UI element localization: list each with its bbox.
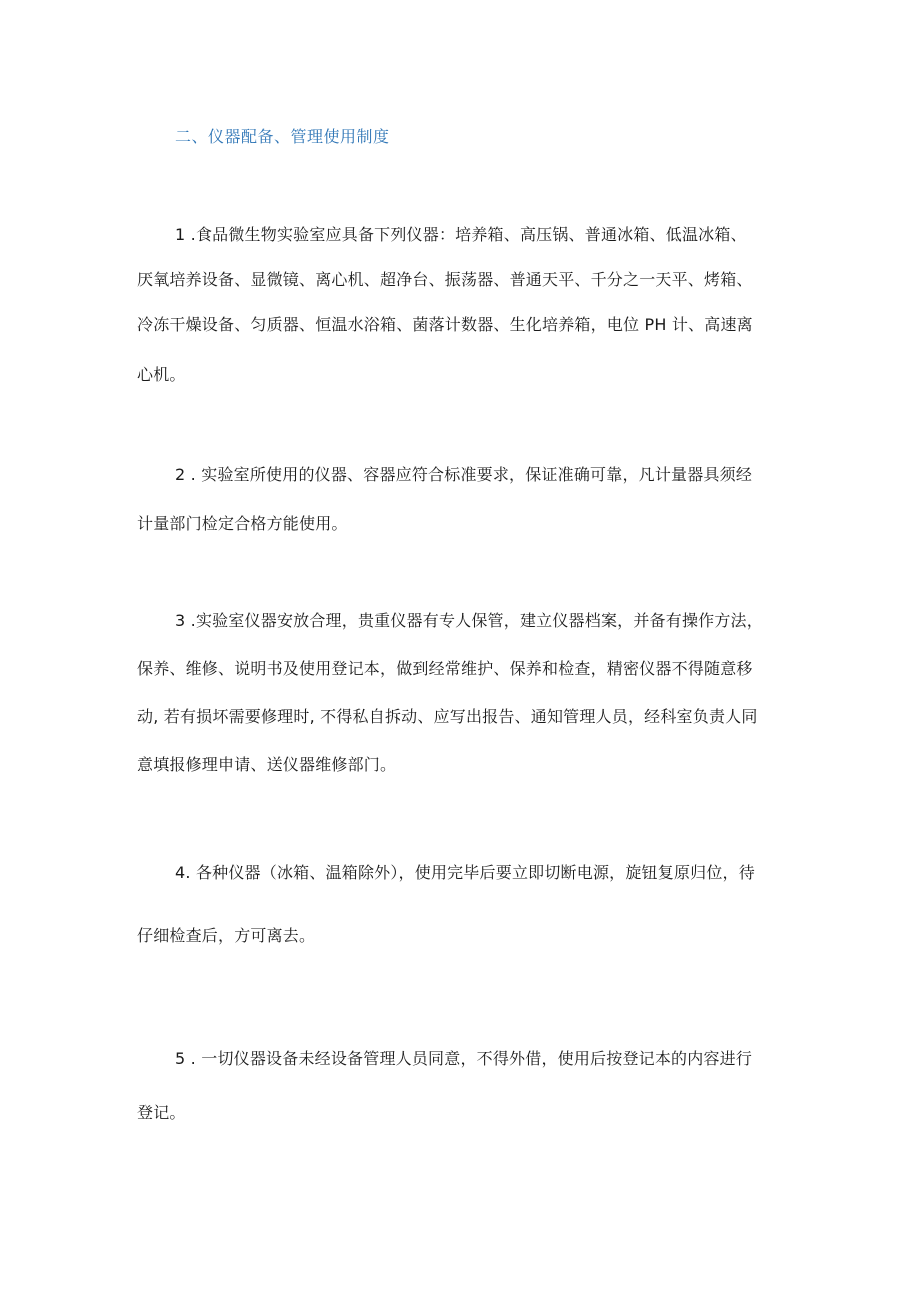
paragraph-line: 登记。 [137, 1103, 186, 1122]
paragraph-line: 意填报修理申请、送仪器维修部门。 [137, 755, 397, 774]
paragraph-line: 心机。 [137, 365, 186, 384]
paragraph-line: 2 . 实验室所使用的仪器、容器应符合标准要求，保证准确可靠，凡计量器具须经 [175, 465, 753, 484]
paragraph-line: 计量部门检定合格方能使用。 [137, 514, 348, 533]
paragraph-line: 5 . 一切仪器设备未经设备管理人员同意，不得外借，使用后按登记本的内容进行 [175, 1049, 753, 1068]
paragraph-line: 仔细检查后，方可离去。 [137, 926, 316, 945]
paragraph-line: 3 .实验室仪器安放合理，贵重仪器有专人保管，建立仪器档案，并备有操作方法， [175, 611, 763, 630]
paragraph-line: 保养、维修、说明书及使用登记本，做到经常维护、保养和检查，精密仪器不得随意移 [137, 659, 753, 678]
paragraph-line: 动, 若有损坏需要修理时, 不得私自拆动、应写出报告、通知管理人员，经科室负责人同 [137, 707, 758, 726]
section-heading: 二、仪器配备、管理使用制度 [175, 127, 390, 146]
paragraph-line: 冷冻干燥设备、匀质器、恒温水浴箱、菌落计数器、生化培养箱，电位 PH 计、高速离 [137, 315, 753, 334]
paragraph-line: 1 .食品微生物实验室应具备下列仪器：培养箱、高压锅、普通冰箱、低温冰箱、 [175, 225, 747, 244]
paragraph-line: 厌氧培养设备、显微镜、离心机、超净台、振荡器、普通天平、千分之一天平、烤箱、 [137, 270, 753, 289]
paragraph-line: 4. 各种仪器（冰箱、温箱除外），使用完毕后要立即切断电源，旋钮复原归位，待 [175, 863, 755, 882]
